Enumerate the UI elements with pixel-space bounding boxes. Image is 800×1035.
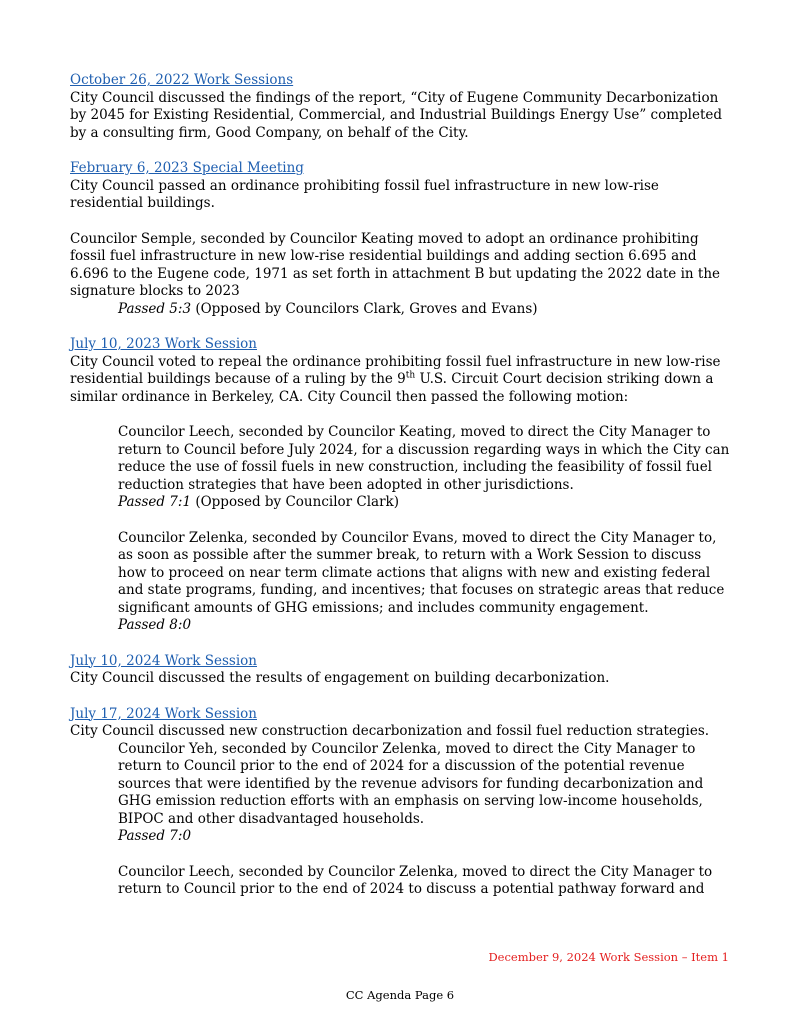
paragraph: City Council discussed the results of engagement on building decarbonization. <box>70 670 610 686</box>
vote-note: (Opposed by Councilors Clark, Groves and Evans) <box>191 300 538 317</box>
section-jul-10-2024 <box>70 653 730 688</box>
vote-label: Passed 7:1 <box>118 494 192 510</box>
vote-label: Passed 5:3 <box>118 300 192 317</box>
paragraph-part: U.S. Circuit Court decision striking down a similar ordinance in Berkeley, CA. City Council then passed the following motion: <box>70 371 714 405</box>
motion-text: Councilor Zelenka, seconded by Councilor Evans, moved to direct the City Manager to, as soon as possible after the summer break, to return with a Work Session to discuss how to proceed on near term climate actions that aligns with new and existing federal and state programs, funding, and incentives; that focuses on strategic areas that reduce significant amounts of GHG emissions; and includes community engagement. <box>118 529 725 616</box>
vote-label: Passed 7:0 <box>118 828 192 844</box>
footer-item-label: December 9, 2024 Work Session – Item 1 <box>488 950 729 964</box>
vote-result <box>118 494 730 512</box>
section-feb-2023 <box>70 160 730 318</box>
paragraph <box>70 354 730 407</box>
paragraph: City Council passed an ordinance prohibiting fossil fuel infrastructure in new low-rise residential buildings. <box>70 177 659 211</box>
motion-text: Councilor Leech, seconded by Councilor Keating, moved to direct the City Manager to return to Council before July 2024, for a discussion regarding ways in which the City can reduce the use of fossil fuels in new construction, including the feasibility of fossil fuel reduction strategies that have been adopted in other jurisdictions. <box>118 424 730 493</box>
motion-text: Councilor Semple, seconded by Councilor Keating moved to adopt an ordinance prohibiting fossil fuel infrastructure in new low-rise residential buildings and adding section 6.695 and 6.696 to the Eugene code, 1971 as set forth in attachment B but updating the 2022 date in the signature blocks to 2023 <box>70 230 721 299</box>
section-oct-2022 <box>70 72 730 142</box>
footer-page-number: CC Agenda Page 6 <box>345 988 455 1002</box>
vote-result <box>118 301 730 319</box>
paragraph: City Council discussed the findings of the report, “City of Eugene Community Decarbonization by 2045 for Existing Residential, Commercial, and Industrial Buildings Energy Use” completed by a consulting firm, Good Company, on behalf of the City. <box>70 89 723 141</box>
paragraph: City Council discussed new construction decarbonization and fossil fuel reduction strategies. <box>70 723 710 739</box>
motion-text: Councilor Yeh, seconded by Councilor Zelenka, moved to direct the City Manager to return to Council prior to the end of 2024 for a discussion of the potential revenue sources that were identified by the revenue advisors for funding decarbonization and GHG emission reduction efforts with an emphasis on serving low-income households, BIPOC and other disadvantaged households. <box>118 740 704 827</box>
link-jul-17-2024-work-session[interactable]: July 17, 2024 Work Session <box>70 705 257 722</box>
vote-result <box>118 828 730 846</box>
paragraph-part: City Council voted to repeal the ordinance prohibiting fossil fuel infrastructure in new low-rise residential buildings because of a ruling by the 9 <box>70 353 721 387</box>
superscript: th <box>405 370 416 381</box>
vote-result <box>118 617 730 635</box>
vote-label: Passed 8:0 <box>118 617 192 633</box>
link-oct-26-2022-work-sessions[interactable]: October 26, 2022 Work Sessions <box>70 72 294 88</box>
section-jul-2023 <box>70 336 730 635</box>
motion-text: Councilor Leech, seconded by Councilor Zelenka, moved to direct the City Manager to return to Council prior to the end of 2024 to discuss a potential pathway forward and <box>118 863 713 897</box>
document-body <box>70 72 730 899</box>
section-jul-17-2024 <box>70 706 730 899</box>
link-jul-10-2024-work-session[interactable]: July 10, 2024 Work Session <box>70 652 257 669</box>
link-feb-6-2023-special-meeting[interactable]: February 6, 2023 Special Meeting <box>70 160 304 176</box>
link-jul-10-2023-work-session[interactable]: July 10, 2023 Work Session <box>70 336 257 352</box>
vote-note: (Opposed by Councilor Clark) <box>191 494 399 510</box>
